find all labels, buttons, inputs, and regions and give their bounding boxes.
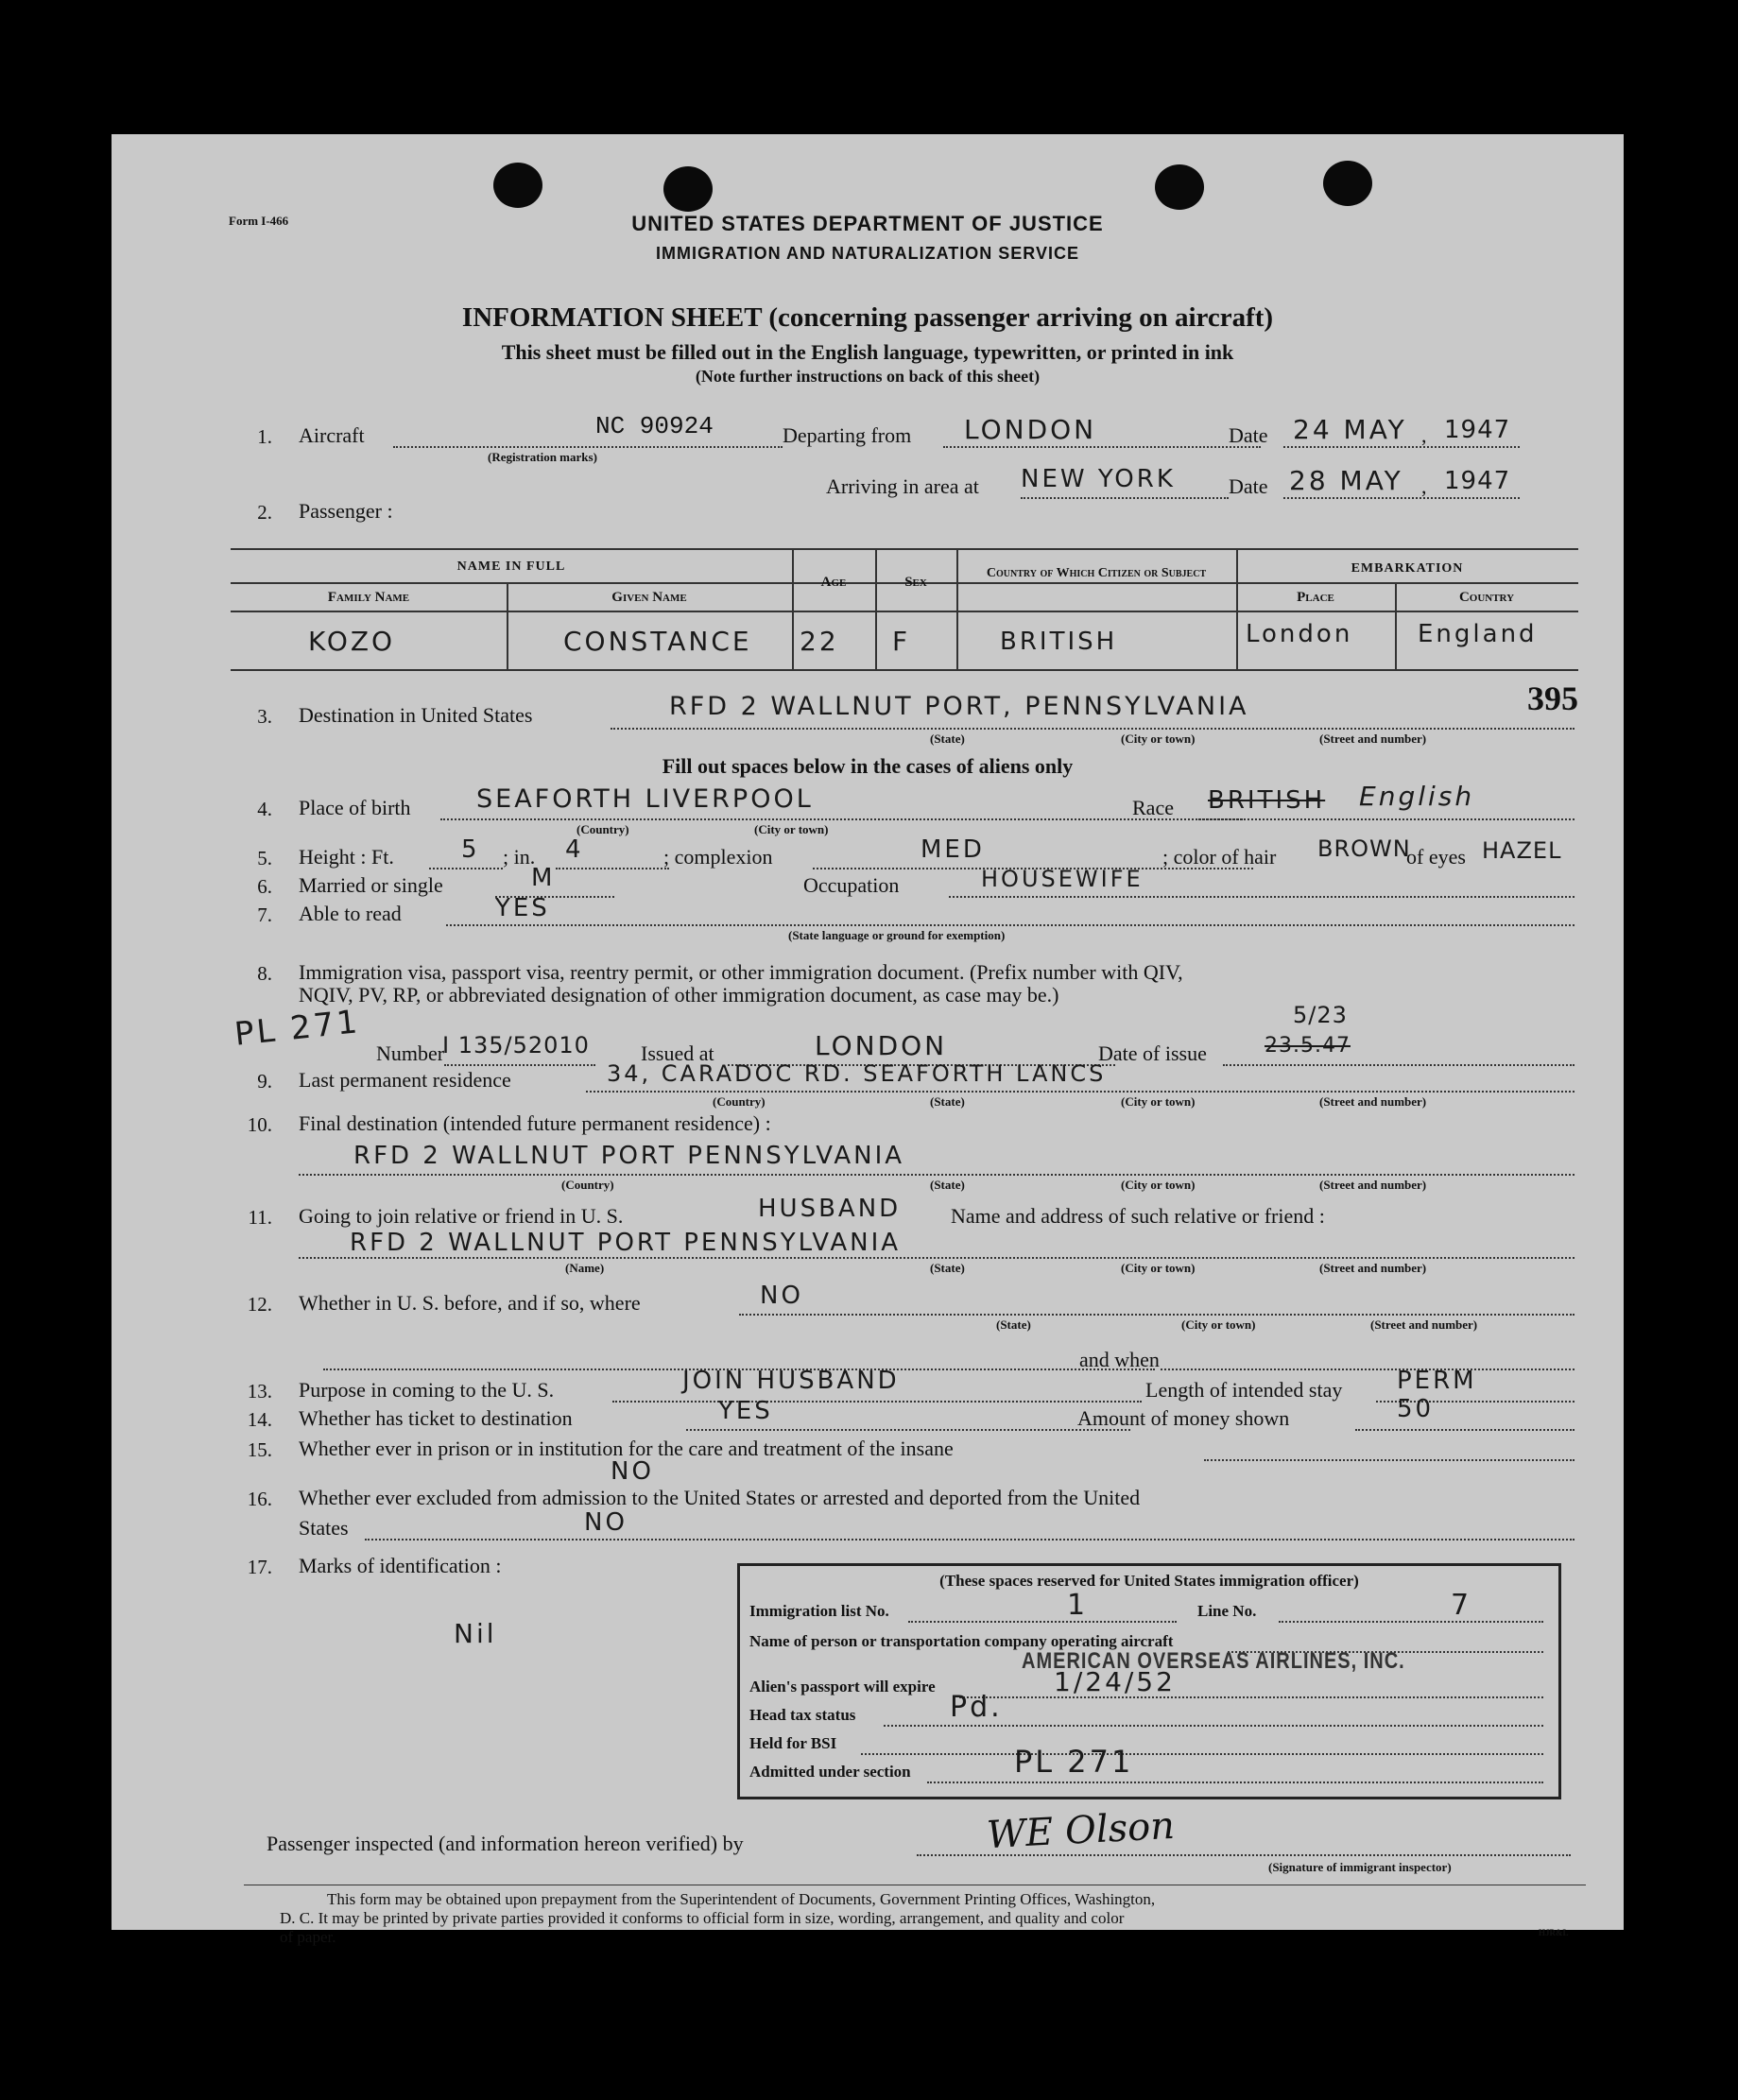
excluded-label-cont: States (299, 1516, 349, 1540)
sheet-title (112, 302, 1624, 334)
sheet-subtitle: This sheet must be filled out in the English language, typewritten, or printed in ink (501, 340, 1234, 364)
marital-status-value: M (531, 864, 556, 892)
service-title: IMMIGRATION AND NATURALIZATION SERVICE (656, 244, 1079, 263)
item-number: 15. (247, 1438, 272, 1461)
height-inches-label: ; in. (503, 845, 536, 869)
embark-country-value: England (1418, 620, 1538, 648)
caption: (Street and number) (1370, 1317, 1478, 1332)
caption: (State) (930, 732, 965, 746)
passport-expiry-label: Alien's passport will expire (749, 1678, 936, 1695)
eye-color-value: HAZEL (1482, 837, 1562, 864)
footer-line-1: This form may be obtained upon prepayment from the Superintendent of Documents, Government Printing Offices, Washington, (327, 1890, 1156, 1908)
sheet-title-sub: (concerning passenger arriving on aircraft) (768, 302, 1274, 333)
immigration-list-label: Immigration list No. (749, 1602, 889, 1620)
caption: (Signature of immigrant inspector) (1268, 1860, 1452, 1874)
race-label: Race (1132, 796, 1174, 819)
occupation-label: Occupation (803, 873, 900, 897)
last-residence-value: 34, CARADOC RD. SEAFORTH LANCS (607, 1060, 1107, 1087)
caption: (Street and number) (1319, 1261, 1427, 1275)
caption: (State language or ground for exemption) (788, 928, 1006, 942)
item-number: 2. (257, 501, 272, 524)
date-of-issue-value: 23.5.47 (1265, 1034, 1351, 1058)
caption: (City or town) (1121, 1261, 1196, 1275)
arriving-value: NEW YORK (1021, 465, 1176, 493)
money-label: Amount of money shown (1077, 1406, 1290, 1430)
document-instructions-1: Immigration visa, passport visa, reentry permit, or other immigration document. (Prefix number with QIV, (299, 960, 1183, 984)
inspector-signature: WE Olson (985, 1803, 1177, 1858)
passport-expiry-value: 1/24/52 (1054, 1666, 1176, 1697)
line-number-value: 7 (1451, 1589, 1472, 1622)
item-number: 12. (247, 1293, 272, 1316)
eye-color-label: of eyes (1406, 845, 1466, 869)
height-feet-label: Height : Ft. (299, 845, 394, 869)
age-header: Age (820, 575, 847, 590)
transport-company-label: Name of person or transportation company operating aircraft (749, 1632, 1174, 1650)
caption: (Street and number) (1319, 1094, 1427, 1109)
relative-address-label: Name and address of such relative or friend : (951, 1204, 1325, 1228)
aircraft-label: Aircraft (299, 423, 365, 447)
money-value: 50 (1397, 1395, 1435, 1423)
punch-hole (1155, 164, 1204, 210)
date-of-issue-label: Date of issue (1098, 1041, 1207, 1065)
date-of-issue-correction: 5/23 (1293, 1002, 1348, 1028)
able-to-read-value: YES (495, 894, 550, 922)
hair-color-label: ; color of hair (1162, 845, 1277, 869)
item-number: 4. (257, 798, 272, 820)
caption: (Name) (565, 1261, 605, 1275)
caption: (City or town) (1181, 1317, 1256, 1332)
arrival-year: 1947 (1444, 467, 1511, 495)
caption: (State) (930, 1094, 965, 1109)
final-destination-value: RFD 2 WALLNUT PORT PENNSYLVANIA (353, 1142, 905, 1170)
item-number: 9. (257, 1070, 272, 1093)
caption: (City or town) (1121, 732, 1196, 746)
birth-place-value: SEAFORTH LIVERPOOL (476, 784, 814, 814)
printer-code: HJR&L (1539, 1928, 1569, 1937)
caption: (City or town) (1121, 1178, 1196, 1192)
item-number: 8. (257, 962, 272, 985)
place-header: Place (1297, 590, 1334, 605)
head-tax-label: Head tax status (749, 1706, 856, 1724)
prison-label: Whether ever in prison or in institution for the care and treatment of the insane (299, 1437, 954, 1460)
date-label: Date (1229, 474, 1268, 498)
document-number-value: I 135/52010 (442, 1032, 590, 1059)
caption: (State) (930, 1178, 965, 1192)
document-number-label: Number (376, 1041, 445, 1065)
prison-value: NO (611, 1457, 654, 1486)
aliens-heading: Fill out spaces below in the cases of aliens only (662, 754, 1074, 778)
ticket-label: Whether has ticket to destination (299, 1406, 573, 1430)
item-number: 11. (248, 1206, 272, 1229)
stamped-number: 395 (1527, 680, 1578, 717)
ticket-value: YES (718, 1397, 773, 1425)
transport-company-stamp: AMERICAN OVERSEAS AIRLINES, INC. (1022, 1648, 1405, 1675)
officer-use-box (737, 1563, 1561, 1799)
occupation-value: HOUSEWIFE (981, 866, 1144, 892)
document-page (112, 134, 1624, 1946)
item-number: 16. (247, 1488, 272, 1510)
passenger-label: Passenger : (299, 499, 393, 523)
form-number: Form I-466 (229, 214, 289, 228)
line-number-label: Line No. (1197, 1602, 1257, 1620)
prior-us-visit-value: NO (760, 1282, 803, 1310)
caption: (Street and number) (1319, 732, 1427, 746)
relative-address-value: RFD 2 WALLNUT PORT PENNSYLVANIA (350, 1229, 902, 1257)
citizen-value: BRITISH (1000, 628, 1118, 656)
item-number: 13. (247, 1380, 272, 1403)
join-relative-value: HUSBAND (758, 1195, 902, 1223)
arrival-date: 28 MAY (1289, 465, 1403, 496)
caption: (Country) (561, 1178, 614, 1192)
excluded-value: NO (584, 1508, 628, 1537)
join-relative-label: Going to join relative or friend in U. S. (299, 1204, 624, 1228)
issued-at-value: LONDON (815, 1030, 948, 1061)
date-label: Date (1229, 423, 1268, 447)
age-value: 22 (800, 626, 839, 657)
item-number: 5. (257, 847, 272, 869)
margin-note: PL 271 (232, 1003, 362, 1054)
caption: (City or town) (754, 822, 829, 836)
held-for-bsi-label: Held for BSI (749, 1734, 837, 1752)
when-label: and when (1079, 1348, 1160, 1371)
caption: (State) (930, 1261, 965, 1275)
identification-marks-label: Marks of identification : (299, 1554, 502, 1577)
item-number: 3. (257, 705, 272, 728)
length-of-stay-label: Length of intended stay (1145, 1378, 1343, 1402)
departing-label: Departing from (783, 423, 912, 447)
marital-status-label: Married or single (299, 873, 443, 897)
caption: (Country) (576, 822, 629, 836)
item-number: 7. (257, 904, 272, 926)
departure-year: 1947 (1444, 416, 1511, 444)
year-separator: , (1421, 423, 1427, 447)
officer-box-heading: (These spaces reserved for United States immigration officer) (939, 1572, 1359, 1590)
destination-value: RFD 2 WALLNUT PORT, PENNSYLVANIA (669, 692, 1249, 721)
complexion-value: MED (921, 835, 985, 864)
sex-header: Sex (904, 575, 927, 590)
given-name-value: CONSTANCE (563, 626, 752, 657)
aircraft-value: NC 90924 (595, 412, 714, 440)
admitted-section-label: Admitted under section (749, 1763, 911, 1781)
last-residence-label: Last permanent residence (299, 1068, 511, 1092)
arriving-label: Arriving in area at (826, 474, 979, 498)
item-number: 14. (247, 1408, 272, 1431)
race-struck-value: BRITISH (1208, 786, 1326, 815)
complexion-label: ; complexion (663, 845, 773, 869)
caption: (Street and number) (1319, 1178, 1427, 1192)
prior-us-visit-label: Whether in U. S. before, and if so, where (299, 1291, 641, 1315)
purpose-value: JOIN HUSBAND (682, 1367, 900, 1395)
sheet-note: (Note further instructions on back of this sheet) (695, 367, 1041, 386)
departing-value: LONDON (964, 414, 1097, 445)
department-title: UNITED STATES DEPARTMENT OF JUSTICE (631, 212, 1104, 235)
issued-at-label: Issued at (641, 1041, 714, 1065)
caption: (Registration marks) (488, 450, 597, 464)
country-header: Country (1458, 590, 1515, 605)
departure-date: 24 MAY (1293, 414, 1407, 445)
punch-hole (663, 166, 713, 212)
family-name-value: KOZO (308, 626, 396, 657)
admitted-section-value: PL 271 (1014, 1744, 1134, 1780)
destination-label: Destination in United States (299, 703, 533, 727)
caption: (City or town) (1121, 1094, 1196, 1109)
height-inches-value: 4 (565, 835, 584, 864)
country-citizen-header: Country of Which Citizen or Subject (986, 566, 1207, 580)
immigration-list-value: 1 (1067, 1589, 1089, 1622)
name-in-full-header: NAME IN FULL (456, 559, 566, 574)
height-feet-value: 5 (461, 835, 480, 864)
final-destination-label: Final destination (intended future permanent residence) : (299, 1111, 771, 1135)
footer-line-3: of paper. (280, 1928, 336, 1946)
item-number: 6. (257, 875, 272, 898)
able-to-read-label: Able to read (299, 902, 402, 925)
document-instructions-2: NQIV, PV, RP, or abbreviated designation of other immigration document, as case may be.) (299, 983, 1059, 1007)
sheet-title-main: INFORMATION SHEET (461, 302, 763, 333)
inspected-label: Passenger inspected (and information hereon verified) by (267, 1832, 744, 1855)
excluded-label: Whether ever excluded from admission to the United States or arrested and deported from the United (299, 1486, 1141, 1509)
year-separator: , (1421, 474, 1427, 498)
punch-hole (1323, 161, 1372, 206)
caption: (Country) (713, 1094, 766, 1109)
sex-value: F (892, 626, 911, 657)
family-name-header: Family Name (327, 590, 410, 605)
given-name-header: Given Name (611, 590, 687, 605)
hair-color-value: BROWN (1317, 835, 1411, 862)
purpose-label: Purpose in coming to the U. S. (299, 1378, 555, 1402)
item-number: 10. (247, 1113, 272, 1136)
head-tax-value: Pd. (950, 1691, 1003, 1724)
race-value: English (1359, 781, 1475, 812)
identification-marks-value: Nil (454, 1618, 497, 1649)
punch-hole (493, 163, 542, 208)
length-of-stay-value: PERM (1397, 1367, 1477, 1395)
embarkation-header: EMBARKATION (1351, 561, 1464, 576)
item-number: 17. (247, 1556, 272, 1578)
item-number: 1. (257, 425, 272, 448)
embark-place-value: London (1246, 620, 1353, 648)
footer-line-2: D. C. It may be printed by private parties provided it conforms to official form in size, wording, arrangement, and quality and color (280, 1909, 1125, 1927)
caption: (State) (996, 1317, 1031, 1332)
birth-place-label: Place of birth (299, 796, 411, 819)
